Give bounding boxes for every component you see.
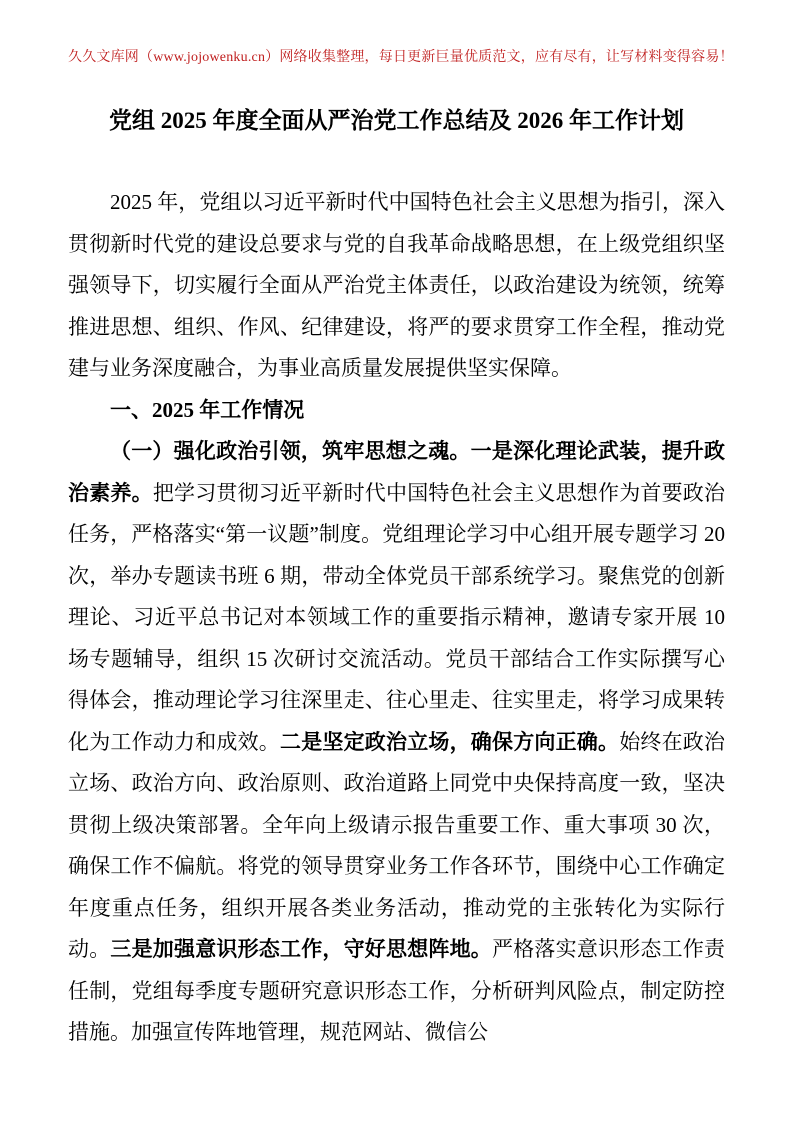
watermark-header: 久久文库网（www.jojowenku.cn）网络收集整理，每日更新巨量优质范文，应有尽有，让写材料变得容易！ (68, 50, 734, 65)
paragraph-run-bold: 一、2025 年工作情况 (110, 397, 305, 422)
paragraph-run-bold: 三是加强意识形态工作，守好思想阵地。 (110, 937, 493, 961)
paragraph (68, 431, 725, 1054)
paragraph-run: 2025 年，党组以习近平新时代中国特色社会主义思想为指引，深入贯彻新时代党的建设总要求与党的自我革命战略思想，在上级党组织坚强领导下，切实履行全面从严治党主体责任，以政治建设为统领，统筹推进思想、组织、作风、纪律建设，将严的要求贯穿工作全程，推动党建与业务深度融合，为事业高质量发展提供坚实保障。 (68, 190, 725, 380)
paragraph-run-bold: （一）强化政治引领，筑牢思想之魂。一是深化理论武装，提升政治素养。 (68, 439, 725, 505)
paragraph (68, 390, 725, 432)
paragraph-run: 始终在政治立场、政治方向、政治原则、政治道路上同党中央保持高度一致，坚决贯彻上级决策部署。全年向上级请示报告重要工作、重大事项 30 次，确保工作不偏航。将党的领导贯穿业务工作各环节，围绕中心工作确定年度重点任务，组织开展各类业务活动，推动党的主张转化为实际行动。 (68, 729, 726, 961)
document-body (68, 182, 725, 1054)
paragraph-run: 严格落实意识形态工作责任制，党组每季度专题研究意识形态工作，分析研判风险点，制定防控措施。加强宣传阵地管理，规范网站、微信公 (68, 937, 726, 1044)
paragraph (68, 182, 725, 390)
document-title: 党组 2025 年度全面从严治党工作总结及 2026 年工作计划 (109, 108, 684, 133)
paragraph-run-bold: 二是坚定政治立场，确保方向正确。 (280, 729, 620, 754)
paragraph-run: 把学习贯彻习近平新时代中国特色社会主义思想作为首要政治任务，严格落实“第一议题”制度。党组理论学习中心组开展专题学习 20 次，举办专题读书班 6 期，带动全体党员干部系统学习。聚焦党的创新理论、习近平总书记对本领域工作的重要指示精神，邀请专家开展 10 场专题辅导，组织 15 次研讨交流活动。党员干部结合工作实际撰写心得体会，推动理论学习往深里走、往心里走、往实里走，将学习成果转化为工作动力和成效。 (68, 480, 726, 754)
